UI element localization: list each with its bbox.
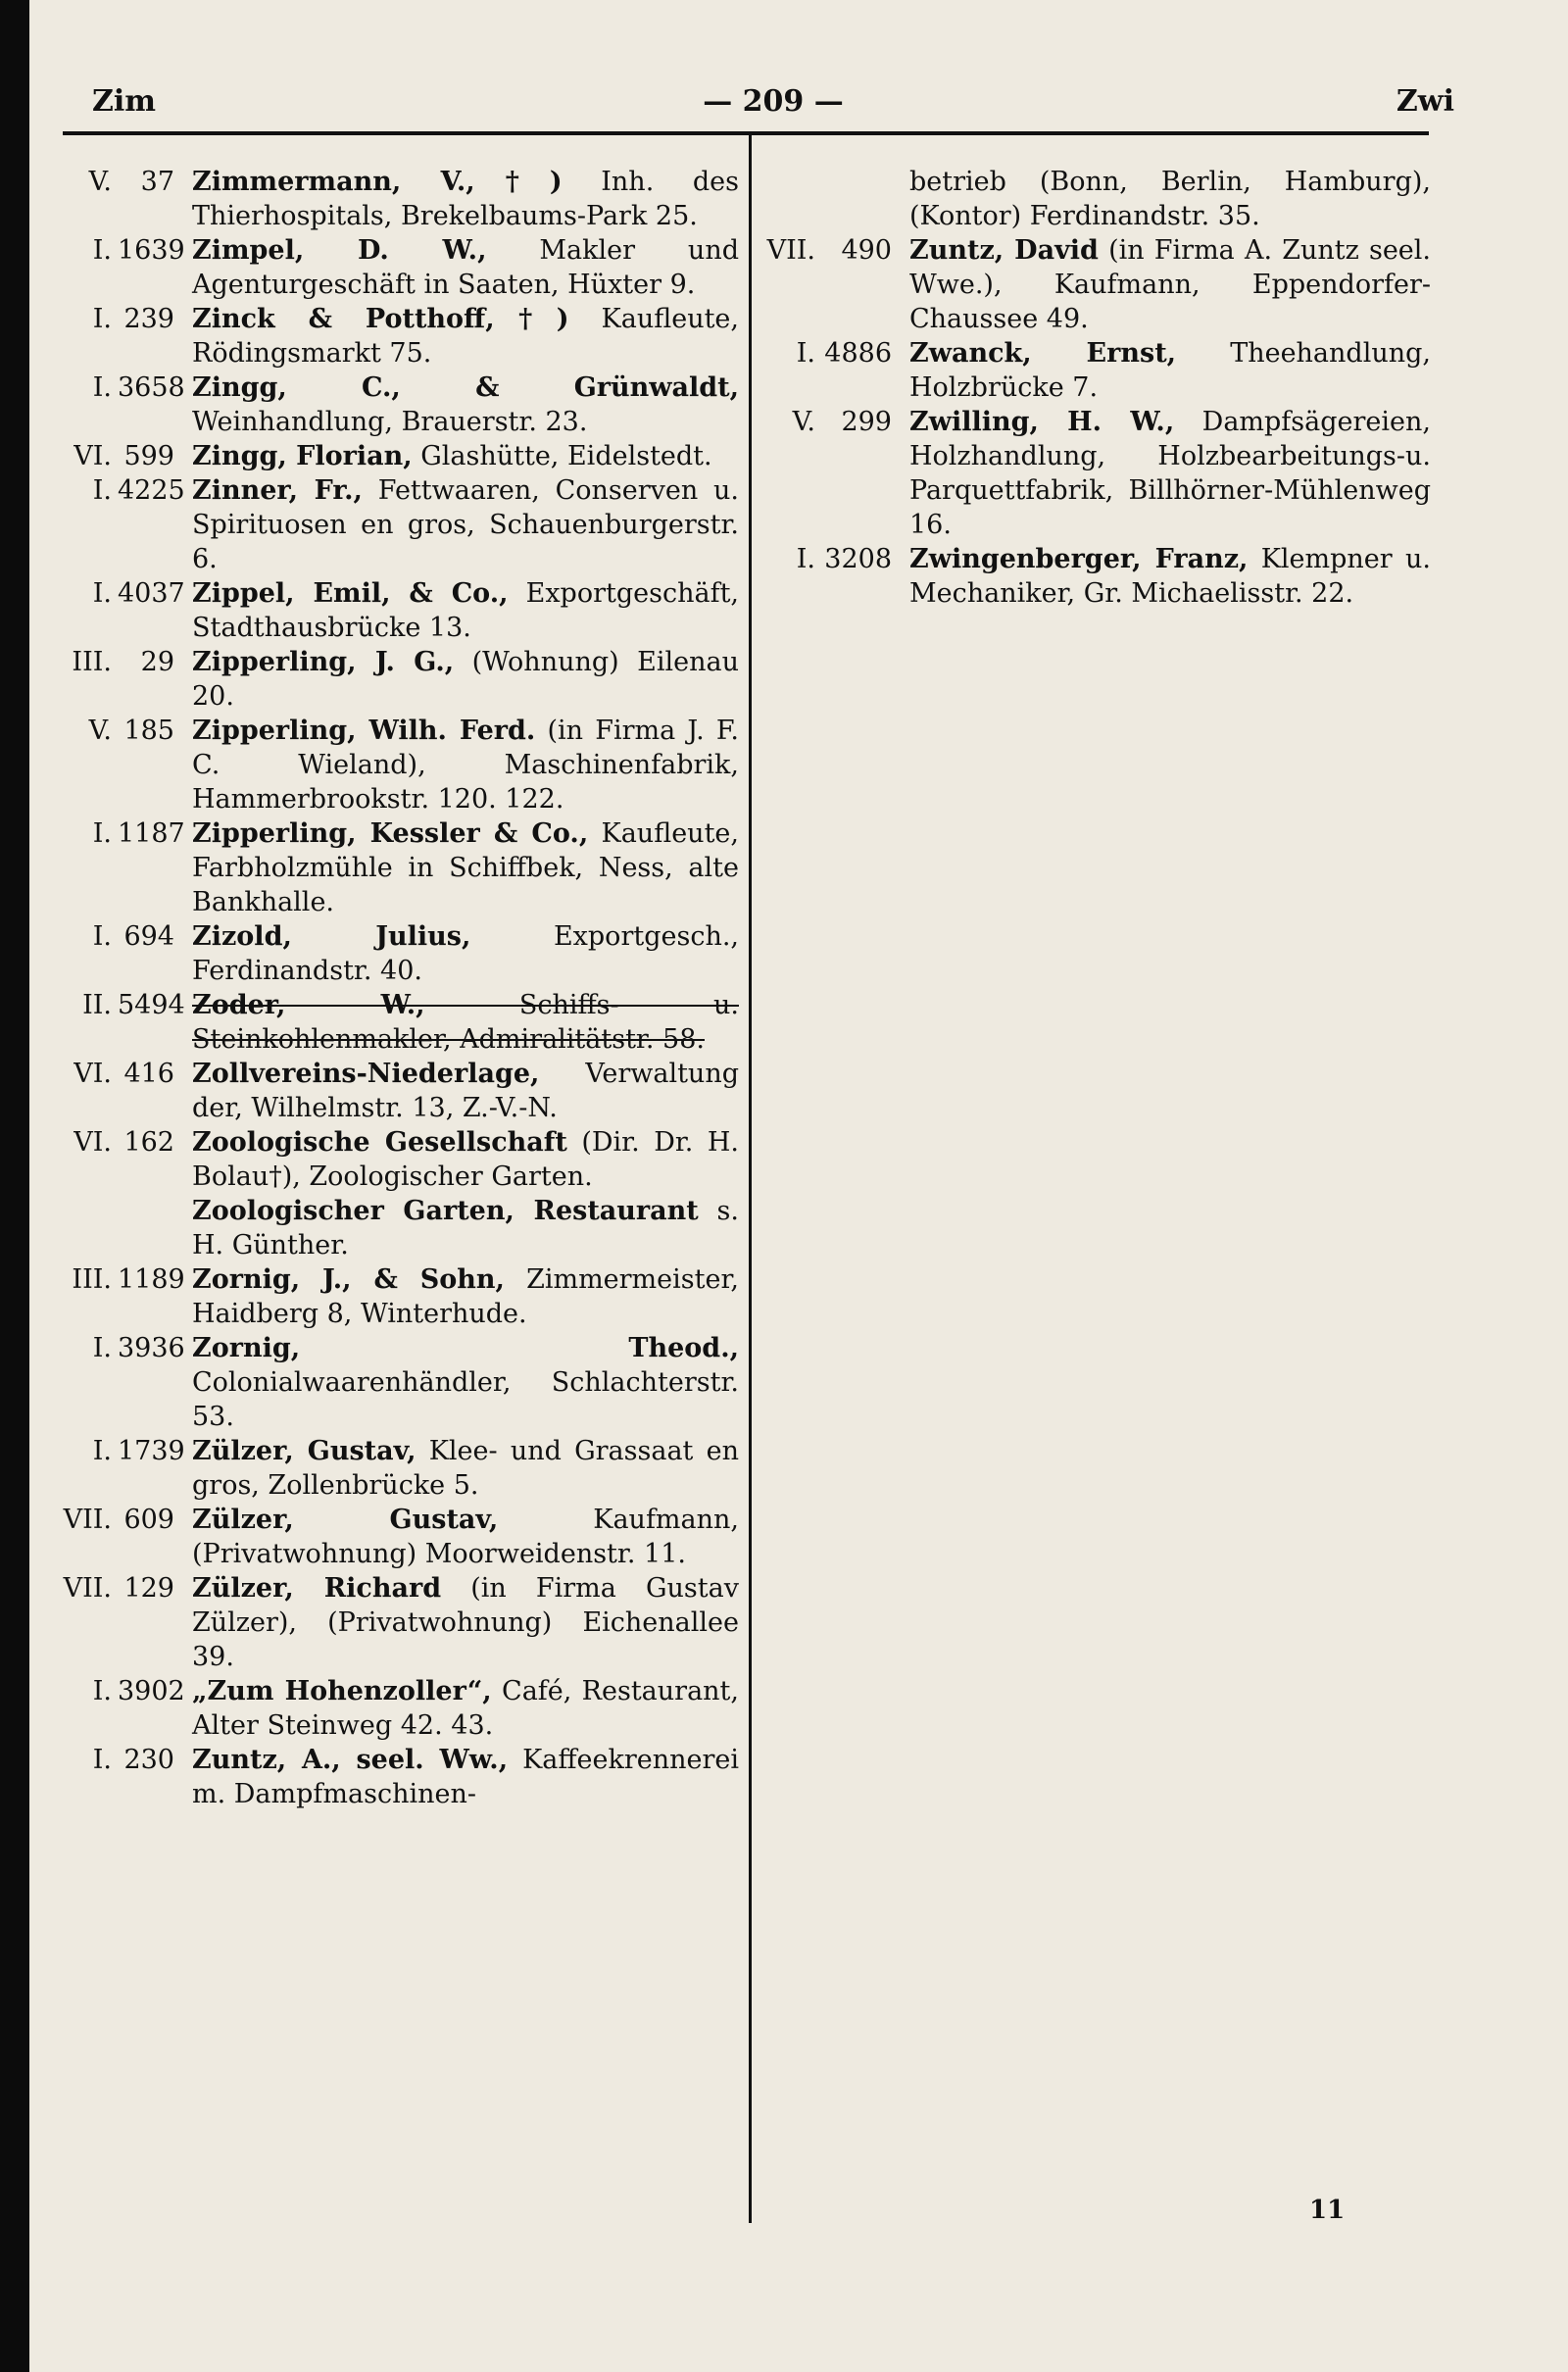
directory-entry bbox=[764, 542, 1431, 611]
entry-text bbox=[909, 405, 1431, 542]
entry-phone-number: 3936 bbox=[118, 1333, 185, 1363]
entry-details: Café, Restaurant, Alter Steinweg 42. 43. bbox=[192, 1676, 739, 1741]
entry-details: (in Firma Gustav Zülzer), (Privatwohnung) Eichenallee 39. bbox=[192, 1573, 739, 1672]
entry-details: (Wohnung) Eilenau 20. bbox=[192, 647, 739, 712]
column-divider bbox=[749, 135, 752, 2223]
header-left-keyword: Zim bbox=[92, 84, 157, 119]
entry-district: VI. bbox=[74, 1127, 112, 1158]
entry-phone-number: 4886 bbox=[824, 338, 892, 369]
entry-name: Zoologische Gesellschaft bbox=[192, 1127, 567, 1158]
entry-district: I. bbox=[92, 1436, 112, 1466]
entry-district: II. bbox=[82, 990, 112, 1020]
entry-name: Zülzer, Gustav, bbox=[192, 1505, 499, 1535]
entry-details: Kaufleute, Rödingsmarkt 75. bbox=[192, 304, 739, 369]
entry-details: Dampfsägereien, Holzhandlung, Holzbearbeitungs-u. Parquettfabrik, Billhörner-Mühlenweg 16. bbox=[909, 407, 1431, 540]
directory-entry bbox=[63, 988, 739, 1057]
directory-entry bbox=[63, 473, 739, 576]
entry-name: Zimpel, D. W., bbox=[192, 235, 487, 266]
entry-district: I. bbox=[92, 1676, 112, 1706]
entry-phone-number: 3658 bbox=[118, 372, 185, 403]
entry-details: Theehandlung, Holzbrücke 7. bbox=[909, 338, 1431, 403]
entry-phone-number: 1739 bbox=[118, 1436, 185, 1466]
directory-entry bbox=[764, 336, 1431, 405]
entry-name: Zipperling, Wilh. Ferd. bbox=[192, 716, 536, 746]
entry-details: (Dir. Dr. H. Bolau†), Zoologischer Garten. bbox=[192, 1127, 739, 1192]
entry-text bbox=[192, 233, 739, 302]
entry-phone-number: 1189 bbox=[118, 1264, 185, 1295]
entry-name: Zizold, Julius, bbox=[192, 921, 471, 952]
entry-text bbox=[192, 988, 739, 1057]
entry-district: V. bbox=[88, 167, 112, 197]
entry-name: Zinner, Fr., bbox=[192, 475, 363, 506]
entry-phone-number: 1187 bbox=[118, 818, 185, 849]
directory-entry bbox=[63, 1194, 739, 1262]
entry-district: VII. bbox=[766, 235, 815, 266]
entry-district: I. bbox=[92, 1745, 112, 1775]
entry-district: V. bbox=[88, 716, 112, 746]
entry-text bbox=[192, 576, 739, 645]
entry-name: Zuntz, David bbox=[909, 235, 1099, 266]
entry-name: „Zum Hohenzoller“, bbox=[192, 1676, 492, 1706]
directory-entry bbox=[63, 714, 739, 816]
entry-text bbox=[192, 1262, 739, 1331]
entry-name: Zwingenberger, Franz, bbox=[909, 544, 1249, 574]
directory-entry bbox=[63, 439, 739, 473]
entry-text bbox=[192, 302, 739, 371]
entry-phone-number: 1639 bbox=[118, 235, 185, 266]
entry-details: Fettwaaren, Conserven u. Spirituosen en gros, Schauenburgerstr. 6. bbox=[192, 475, 739, 574]
entry-name: Zollvereins-Niederlage, bbox=[192, 1059, 540, 1089]
directory-entry bbox=[764, 233, 1431, 336]
entry-district: VI. bbox=[74, 1059, 112, 1089]
entry-details: Zimmermeister, Haidberg 8, Winterhude. bbox=[192, 1264, 739, 1329]
header-rule bbox=[63, 131, 1429, 135]
entry-details: Klee- und Grassaat en gros, Zollenbrücke 5. bbox=[192, 1436, 739, 1501]
entry-phone-number bbox=[821, 165, 909, 233]
entry-details: (in Firma J. F. C. Wieland), Maschinenfabrik, Hammerbrookstr. 120. 122. bbox=[192, 716, 739, 815]
page-number: — 209 — bbox=[703, 84, 844, 119]
header-right-keyword: Zwi bbox=[1396, 84, 1454, 119]
directory-entry bbox=[63, 1057, 739, 1125]
entry-phone-number: 3902 bbox=[118, 1676, 185, 1706]
entry-details: Colonialwaarenhändler, Schlachterstr. 53. bbox=[192, 1367, 739, 1432]
entry-phone-number: 490 bbox=[841, 235, 892, 266]
right-column bbox=[764, 165, 1431, 611]
entry-details: betrieb (Bonn, Berlin, Hamburg), (Kontor) Ferdinandstr. 35. bbox=[909, 167, 1431, 231]
entry-details: Schiffs- u. Steinkohlenmakler, Admiralitätstr. 58. bbox=[192, 990, 739, 1055]
entry-text bbox=[192, 645, 739, 714]
entry-details: Kaufleute, Farbholzmühle in Schiffbek, Ness, alte Bankhalle. bbox=[192, 818, 739, 917]
directory-entry bbox=[63, 645, 739, 714]
entry-details: Kaffeekrennerei m. Dampfmaschinen- bbox=[192, 1745, 739, 1809]
entry-details: s. H. Günther. bbox=[192, 1196, 739, 1260]
entry-name: Zingg, C., & Grünwaldt, bbox=[192, 372, 739, 403]
left-column bbox=[63, 165, 739, 1811]
entry-text bbox=[192, 371, 739, 439]
entry-details: Exportgesch., Ferdinandstr. 40. bbox=[192, 921, 739, 986]
entry-details: Klempner u. Mechaniker, Gr. Michaelisstr. 22. bbox=[909, 544, 1431, 609]
entry-phone-number: 599 bbox=[123, 441, 174, 471]
directory-entry bbox=[63, 919, 739, 988]
entry-details: Makler und Agenturgeschäft in Saaten, Hüxter 9. bbox=[192, 235, 739, 300]
entry-text bbox=[192, 816, 739, 919]
entry-phone-number: 4037 bbox=[118, 578, 185, 609]
entry-district bbox=[764, 165, 821, 233]
entry-text bbox=[192, 1331, 739, 1434]
page-header bbox=[92, 84, 1454, 129]
entry-text bbox=[909, 336, 1431, 405]
entry-name: Zülzer, Gustav, bbox=[192, 1436, 416, 1466]
entry-details: Exportgeschäft, Stadthausbrücke 13. bbox=[192, 578, 739, 643]
entry-text bbox=[192, 1571, 739, 1674]
entry-text bbox=[909, 165, 1431, 233]
entry-phone-number: 3208 bbox=[824, 544, 892, 574]
entry-phone-number: 299 bbox=[841, 407, 892, 437]
directory-entry bbox=[63, 302, 739, 371]
entry-name: Zülzer, Richard bbox=[192, 1573, 442, 1604]
entry-phone-number: 239 bbox=[123, 304, 174, 334]
entry-text bbox=[192, 1194, 739, 1262]
directory-entry bbox=[63, 1674, 739, 1743]
directory-entry bbox=[63, 371, 739, 439]
entry-text bbox=[192, 1434, 739, 1503]
entry-phone-number: 230 bbox=[123, 1745, 174, 1775]
entry-district: V. bbox=[792, 407, 815, 437]
entry-district: III. bbox=[72, 647, 112, 677]
entry-name: Zornig, Theod., bbox=[192, 1333, 739, 1363]
entry-district: I. bbox=[92, 304, 112, 334]
entry-name: Zuntz, A., seel. Ww., bbox=[192, 1745, 509, 1775]
entry-name: Zwilling, H. W., bbox=[909, 407, 1175, 437]
directory-entry bbox=[63, 165, 739, 233]
entry-name: Zipperling, Kessler & Co., bbox=[192, 818, 589, 849]
entry-name: Zoologischer Garten, Restaurant bbox=[192, 1196, 699, 1226]
entry-district: VII. bbox=[63, 1505, 112, 1535]
entry-text bbox=[192, 1503, 739, 1571]
directory-entry bbox=[63, 816, 739, 919]
entry-text bbox=[192, 1743, 739, 1811]
entry-text bbox=[909, 542, 1431, 611]
entry-details: Weinhandlung, Brauerstr. 23. bbox=[192, 407, 588, 437]
entry-text bbox=[192, 714, 739, 816]
entry-name: Zwanck, Ernst, bbox=[909, 338, 1177, 369]
entry-text bbox=[192, 165, 739, 233]
entry-district: I. bbox=[92, 818, 112, 849]
entry-name: Zoder, W., bbox=[192, 990, 425, 1020]
directory-entry bbox=[63, 1571, 739, 1674]
directory-entry bbox=[63, 1743, 739, 1811]
entry-text bbox=[192, 919, 739, 988]
entry-district: I. bbox=[796, 338, 815, 369]
entry-district: I. bbox=[92, 475, 112, 506]
entry-phone-number: 37 bbox=[140, 167, 174, 197]
directory-entry bbox=[63, 1434, 739, 1503]
entry-district: VI. bbox=[74, 441, 112, 471]
entry-text bbox=[192, 439, 739, 473]
entry-name: Zimmermann, V.,†) bbox=[192, 167, 563, 197]
directory-entry bbox=[63, 1503, 739, 1571]
entry-district: III. bbox=[72, 1264, 112, 1295]
entry-details: (in Firma A. Zuntz seel. Wwe.), Kaufmann, Eppendorfer-Chaussee 49. bbox=[909, 235, 1432, 334]
entry-district bbox=[63, 1194, 118, 1262]
directory-entry bbox=[63, 576, 739, 645]
entry-name: Zipperling, J. G., bbox=[192, 647, 455, 677]
directory-entry bbox=[764, 165, 1431, 233]
entry-district: VII. bbox=[63, 1573, 112, 1604]
entry-phone-number: 609 bbox=[123, 1505, 174, 1535]
directory-entry bbox=[764, 405, 1431, 542]
entry-phone-number: 5494 bbox=[118, 990, 185, 1020]
entry-phone-number: 162 bbox=[123, 1127, 174, 1158]
entry-phone-number: 29 bbox=[140, 647, 174, 677]
entry-text bbox=[192, 1674, 739, 1743]
entry-details: Verwaltung der, Wilhelmstr. 13, Z.-V.-N. bbox=[192, 1059, 739, 1123]
entry-phone-number: 416 bbox=[123, 1059, 174, 1089]
entry-phone-number: 129 bbox=[123, 1573, 174, 1604]
footer-mark: 11 bbox=[1309, 2196, 1346, 2225]
entry-district: I. bbox=[92, 372, 112, 403]
entry-text bbox=[192, 1057, 739, 1125]
entry-details: Inh. des Thierhospitals, Brekelbaums-Park 25. bbox=[192, 167, 740, 231]
directory-entry bbox=[63, 1125, 739, 1194]
entry-district: I. bbox=[796, 544, 815, 574]
entry-details: Glashütte, Eidelstedt. bbox=[412, 441, 712, 471]
entry-name: Zornig, J., & Sohn, bbox=[192, 1264, 505, 1295]
entry-details: Kaufmann, (Privatwohnung) Moorweidenstr. 11. bbox=[192, 1505, 739, 1569]
entry-district: I. bbox=[92, 1333, 112, 1363]
entry-text bbox=[192, 473, 739, 576]
entry-phone-number: 694 bbox=[123, 921, 174, 952]
entry-district: I. bbox=[92, 578, 112, 609]
directory-entry bbox=[63, 233, 739, 302]
entry-name: Zingg, Florian, bbox=[192, 441, 413, 471]
directory-entry bbox=[63, 1331, 739, 1434]
entry-name: Zinck & Potthoff,†) bbox=[192, 304, 569, 334]
entry-phone-number: 4225 bbox=[118, 475, 185, 506]
entry-text bbox=[192, 1125, 739, 1194]
entry-district: I. bbox=[92, 921, 112, 952]
entry-phone-number bbox=[118, 1194, 192, 1262]
entry-name: Zippel, Emil, & Co., bbox=[192, 578, 509, 609]
directory-entry bbox=[63, 1262, 739, 1331]
entry-phone-number: 185 bbox=[123, 716, 174, 746]
entry-text bbox=[909, 233, 1431, 336]
entry-district: I. bbox=[92, 235, 112, 266]
